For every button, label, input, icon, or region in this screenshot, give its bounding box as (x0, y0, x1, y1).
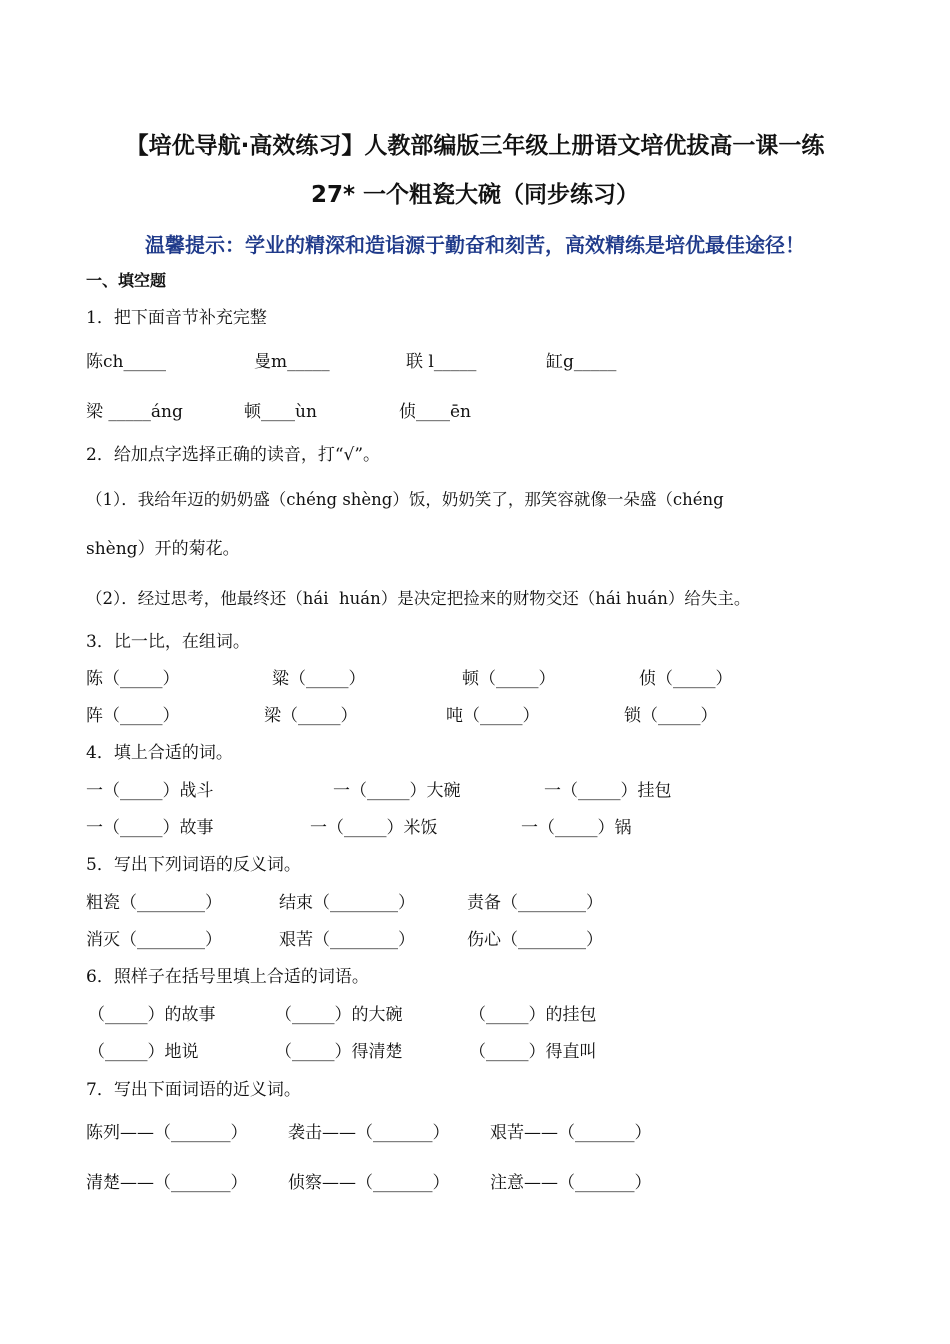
q7-item: 陈列——（_______） (86, 1123, 248, 1143)
q7-item: 注意——（_______） (490, 1173, 652, 1193)
q3-item: 吨（_____） (446, 706, 540, 726)
q5-item: 伤心（________） (467, 930, 603, 950)
q3-item: 锁（_____） (624, 706, 718, 726)
question-3-prompt: 3．比一比，在组词。 (86, 632, 250, 652)
q3-item: 梁（_____） (264, 706, 358, 726)
q3-item: 陈（_____） (86, 669, 180, 689)
q4-item: 一（_____）战斗 (86, 781, 214, 801)
q5-item: 粗瓷（________） (86, 893, 222, 913)
q3-item: 顿（_____） (462, 669, 556, 689)
q5-item: 结束（________） (279, 893, 415, 913)
q4-item: 一（_____）米饭 (310, 818, 438, 838)
q2-part2: （2）．经过思考，他最终还（hái huán）是决定把捡来的财物交还（hái huán）给失主。 (86, 589, 751, 608)
question-6-prompt: 6．照样子在括号里填上合适的词语。 (86, 967, 369, 987)
q1-item: 联 l_____ (406, 352, 477, 372)
q6-item: （_____）地说 (88, 1042, 199, 1062)
page-subtitle: 27* 一个粗瓷大碗（同步练习） (310, 182, 640, 208)
q4-item: 一（_____）锅 (521, 818, 632, 838)
page-title: 【培优导航·高效练习】人教部编版三年级上册语文培优拔高一课一练 (125, 133, 825, 159)
question-7-prompt: 7．写出下面词语的近义词。 (86, 1080, 301, 1100)
q6-item: （_____）得直叫 (469, 1042, 597, 1062)
q1-item: 顿____ùn (244, 402, 317, 422)
q2-part1-line2: shèng）开的菊花。 (86, 539, 240, 559)
q3-item: 阵（_____） (86, 706, 180, 726)
q6-item: （_____）的故事 (88, 1005, 216, 1025)
q5-item: 消灭（________） (86, 930, 222, 950)
question-4-prompt: 4．填上合适的词。 (86, 743, 233, 763)
q7-item: 袭击——（_______） (288, 1123, 450, 1143)
question-2-prompt: 2．给加点字选择正确的读音，打“√”。 (86, 445, 381, 465)
q5-item: 艰苦（________） (279, 930, 415, 950)
q6-item: （_____）的挂包 (469, 1005, 597, 1025)
q1-item: 梁 _____áng (86, 402, 183, 422)
q3-item: 侦（_____） (639, 669, 733, 689)
q5-item: 责备（________） (467, 893, 603, 913)
q7-item: 清楚——（_______） (86, 1173, 248, 1193)
q7-item: 艰苦——（_______） (490, 1123, 652, 1143)
q6-item: （_____）得清楚 (275, 1042, 403, 1062)
q2-part1-line1: （1）．我给年迈的奶奶盛（chéng shèng）饭，奶奶笑了，那笑容就像一朵盛（chéng (86, 490, 724, 509)
question-1-prompt: 1．把下面音节补充完整 (86, 308, 267, 328)
q1-item: 曼m_____ (254, 352, 330, 372)
q7-item: 侦察——（_______） (288, 1173, 450, 1193)
q4-item: 一（_____）故事 (86, 818, 214, 838)
q3-item: 粱（_____） (272, 669, 366, 689)
q4-item: 一（_____）挂包 (544, 781, 672, 801)
q6-item: （_____）的大碗 (275, 1005, 403, 1025)
q1-item: 缸g_____ (546, 352, 617, 372)
q1-item: 侦____ēn (399, 402, 472, 422)
tip-banner: 温馨提示：学业的精深和造诣源于勤奋和刻苦，高效精练是培优最佳途径！ (145, 233, 805, 257)
q1-item: 陈ch_____ (86, 352, 166, 372)
section-title-fill-blank: 一、填空题 (86, 271, 167, 290)
question-5-prompt: 5．写出下列词语的反义词。 (86, 855, 301, 875)
q4-item: 一（_____）大碗 (333, 781, 461, 801)
